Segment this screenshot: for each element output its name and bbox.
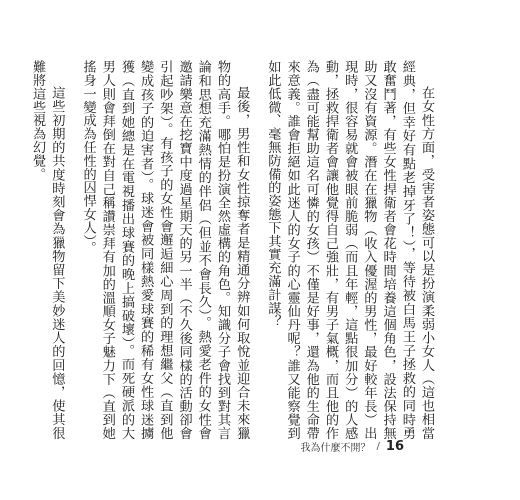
footer-separator: / xyxy=(376,441,380,452)
page-number: 16 xyxy=(385,439,404,454)
paragraph-2: 最後，男性和女性掠奪者是精通分辨如何取悅並迎合未來獵物的高手。哪怕是扮演全然虛構的角色。知識分子會找到對其言論和思想充滿熱情的伴侶（但並不會長久）。熱愛老件的女性會邀請樂意在挖寶中度過星期天的另一半（不久後同樣的活動卻會引起吵架）。有孩子的女性會邂逅細心周到的理想繼父（直到他變成孩子的迫害者）。球迷會被同樣熱愛球賽的稀有女性球迷擄獲（直到她總是在電視播出球賽的晚上搞破壞）。而死硬派的大男人則會拜倒在對自己稱讚崇拜有加的溫順女子魅力下（直到她搖身一變成為任性的囚悍女人）。 xyxy=(80,60,250,440)
paragraph-1: 在女性方面，受害者姿態可以是扮演柔弱小女人（這也相當經典，但幸好有點老掉牙了！），等待被白馬王子拯救的同時勇敢奮鬥著，有些女性捍衛者會花時間培養這個角色，設法保持無助又沒有資源。潛在在獵物（收入優渥的男性，最好較年長）出現時，很容易就會被眼前脆弱（而且年輕，這點很加分）的人感動，拯救捍衛者會讓他覺得自己強壯，有男子氣概，而且他的作為（盡可能幫助這名可憐的女孩）不僅是好事，還為他的生命帶來意義。誰會拒絕如此迷人的女子的心靈仙丹呢？誰又能察覺到如此低微、毫無防備的姿態下其實充滿計謀？ xyxy=(265,60,434,440)
page-footer xyxy=(301,439,404,454)
running-title: 我為什麼不開？ xyxy=(300,443,371,454)
paragraph-3: 這些初期的共度時刻會為獵物留下美妙迷人的回憶，使其很難將這些視為幻覺。 xyxy=(30,60,65,440)
body-text xyxy=(30,60,436,440)
